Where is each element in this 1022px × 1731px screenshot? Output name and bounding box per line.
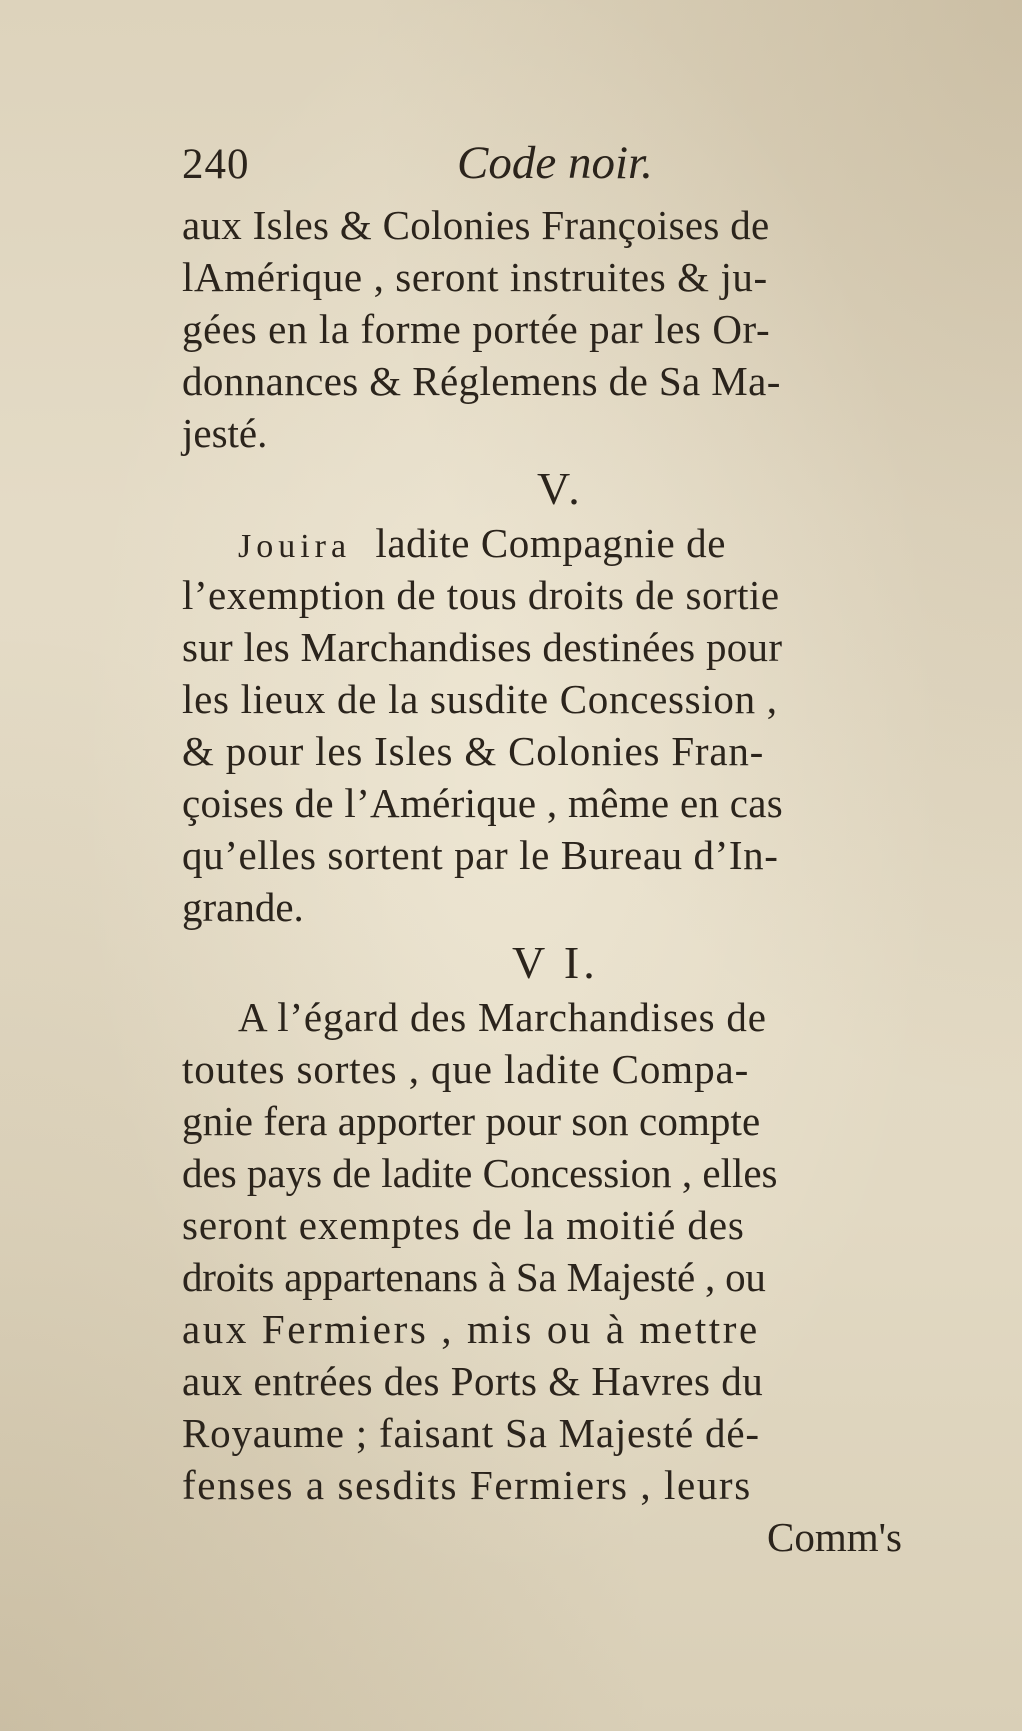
- text-line: aux Fermiers , mis ou à mettre: [182, 1306, 760, 1352]
- text-line: gées en la forme portée par les Or-: [182, 306, 771, 352]
- text-line: fenses a sesdits Fermiers , leurs: [182, 1462, 752, 1508]
- text-line: aux entrées des Ports & Havres du: [182, 1358, 764, 1404]
- text-line: jesté.: [182, 410, 268, 456]
- text-line: seront exemptes de la moitié des: [182, 1202, 745, 1248]
- text-line: les lieux de la susdite Concession ,: [182, 676, 778, 722]
- text-line: des pays de ladite Concession , elles: [182, 1150, 778, 1196]
- text-line: qu’elles sortent par le Bureau d’In-: [182, 832, 779, 878]
- article-heading: V I.: [512, 937, 599, 988]
- text-line: aux Isles & Colonies Françoises de: [182, 202, 770, 248]
- text-line: A l’égard des Marchandises de: [238, 994, 767, 1040]
- article-heading: V.: [537, 463, 584, 514]
- catchword: Comm's: [767, 1514, 902, 1560]
- text-line-rest: ladite Compagnie de: [375, 520, 727, 566]
- text-line: gnie fera apporter pour son compte: [182, 1098, 761, 1144]
- text-line: Royaume ; faisant Sa Majesté dé-: [182, 1410, 760, 1456]
- text-line: l’exemption de tous droits de sortie: [182, 572, 780, 618]
- text-line: & pour les Isles & Colonies Fran-: [182, 728, 765, 774]
- text-line: sur les Marchandises destinées pour: [182, 624, 783, 670]
- text-line: çoises de l’Amérique , même en cas: [182, 780, 784, 826]
- page-header: [182, 136, 722, 196]
- text-line: toutes sortes , que ladite Compa-: [182, 1046, 750, 1092]
- text-line: lAmérique , seront instruites & ju-: [182, 254, 768, 300]
- running-title: Code noir.: [457, 137, 653, 189]
- text-line: [238, 518, 726, 568]
- text-line: donnances & Réglemens de Sa Ma-: [182, 358, 781, 404]
- text-line: droits appartenans à Sa Majesté , ou: [182, 1254, 766, 1300]
- page-number: 240: [182, 141, 250, 188]
- text-line: grande.: [182, 884, 304, 930]
- lead-word: Jouira: [238, 528, 352, 565]
